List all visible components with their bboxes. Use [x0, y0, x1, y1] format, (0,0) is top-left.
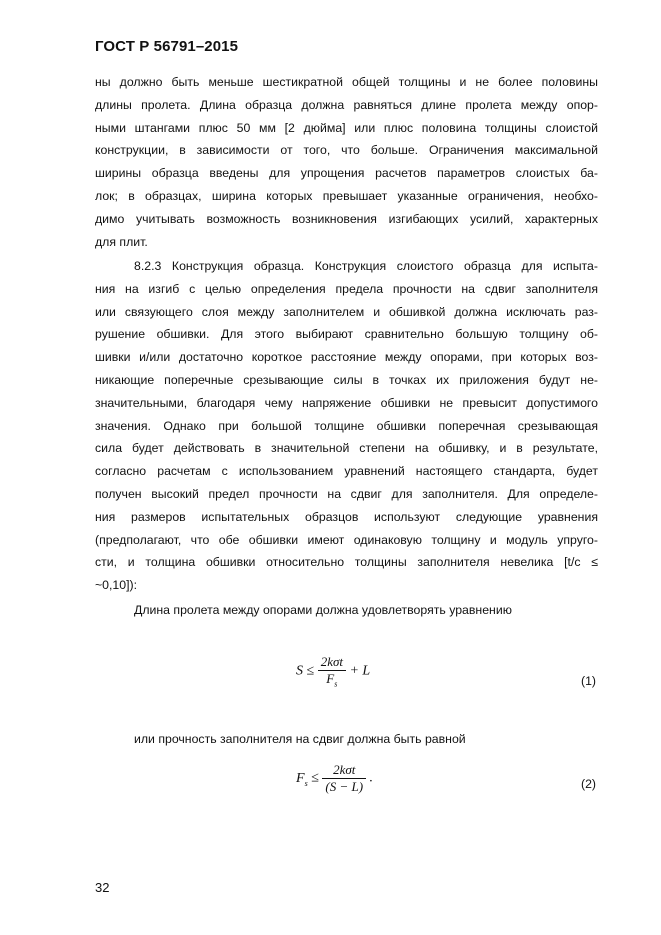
text-line: ния размеров испытательных образцов используют следующие уравнения: [95, 509, 598, 524]
formula-2-lhs: $F_s$: [296, 770, 308, 788]
formula-2-relation: ≤: [311, 770, 319, 786]
text-line: значения. Однако при большой толщине обшивки поперечная срезывающая: [95, 418, 598, 433]
text-line: или связующего слоя между заполнителем и обшивкой должна исключать раз-: [95, 304, 598, 319]
formula-2: [296, 762, 373, 795]
text-line: значительными, благодаря чему напряжение обшивки не превысит допустимого: [95, 395, 598, 410]
formula-2-denominator: (S − L): [325, 779, 364, 794]
text-line: шивки и/или достаточно короткое расстояние между опорами, при которых воз-: [95, 350, 598, 365]
text-line: конструкции, в зависимости от того, что больше. Ограничения максимальной: [95, 143, 598, 158]
formula-1-numerator: 2kσt: [318, 654, 346, 671]
equation-number-2: (2): [581, 777, 597, 791]
formula-1-tail: + L: [349, 663, 371, 679]
text-line: сти, и толщина обшивки относительно толщины заполнителя невелика [t/c ≤: [95, 555, 598, 570]
formula-1-lhs: S: [296, 663, 303, 679]
text-line: ~0,10]):: [95, 578, 138, 593]
text-line: димо учитывать возможность возникновения изгибающих усилий, характерных: [95, 211, 598, 226]
text-line: сила будет действовать в значительной степени на обшивку, и в результате,: [95, 441, 598, 456]
formula-2-tail: .: [369, 770, 374, 786]
formula-1: [296, 654, 370, 689]
text-line: ны должно быть меньше шестикратной общей толщины и не более половины: [95, 75, 598, 89]
formula-1-relation: ≤: [306, 663, 315, 679]
text-line: для плит.: [95, 234, 148, 249]
text-line: лок; в образцах, ширина которых превышает указанные ограничения, необхо-: [95, 188, 598, 203]
document-header: ГОСТ Р 56791–2015: [95, 38, 239, 55]
text-line: 8.2.3 Конструкция образца. Конструкция слоистого образца для испыта-: [134, 259, 598, 273]
page-number: 32: [95, 880, 110, 895]
text-line: получен высокий предел прочности на сдвиг для заполнителя. Для определе-: [95, 486, 598, 501]
formula-1-denominator: $F_s$: [326, 671, 338, 689]
paragraph-1: [95, 71, 598, 253]
text-line: никающие поперечные срезывающие силы в точках их приложения будут не-: [95, 372, 598, 387]
paragraph-2: [95, 255, 598, 597]
text-line: рушение обшивки. Для этого выбирают сравнительно большую толщину об-: [95, 327, 598, 342]
formula-2-numerator: 2kσt: [322, 762, 366, 779]
paragraph-4: или прочность заполнителя на сдвиг должна быть равной: [134, 732, 466, 746]
text-line: согласно расчетам с использованием уравнений настоящего стандарта, будет: [95, 464, 598, 479]
formula-1-fraction: [318, 654, 346, 689]
paragraph-3: Длина пролета между опорами должна удовлетворять уравнению: [134, 603, 512, 617]
formula-2-fraction: [322, 762, 366, 795]
equation-number-1: (1): [581, 674, 597, 688]
text-line: длины пролета. Длина образца должна равняться длине пролета между опор-: [95, 97, 598, 112]
text-line: ширины образца введены для упрощения расчетов параметров слоистых ба-: [95, 166, 598, 181]
text-line: ными штангами плюс 50 мм [2 дюйма] или плюс половина толщины слоистой: [95, 120, 598, 135]
text-line: (предполагают, что обе обшивки имеют одинаковую толщину и модуль упруго-: [95, 532, 598, 547]
text-line: ния на изгиб с целью определения предела прочности на сдвиг заполнителя: [95, 281, 598, 296]
